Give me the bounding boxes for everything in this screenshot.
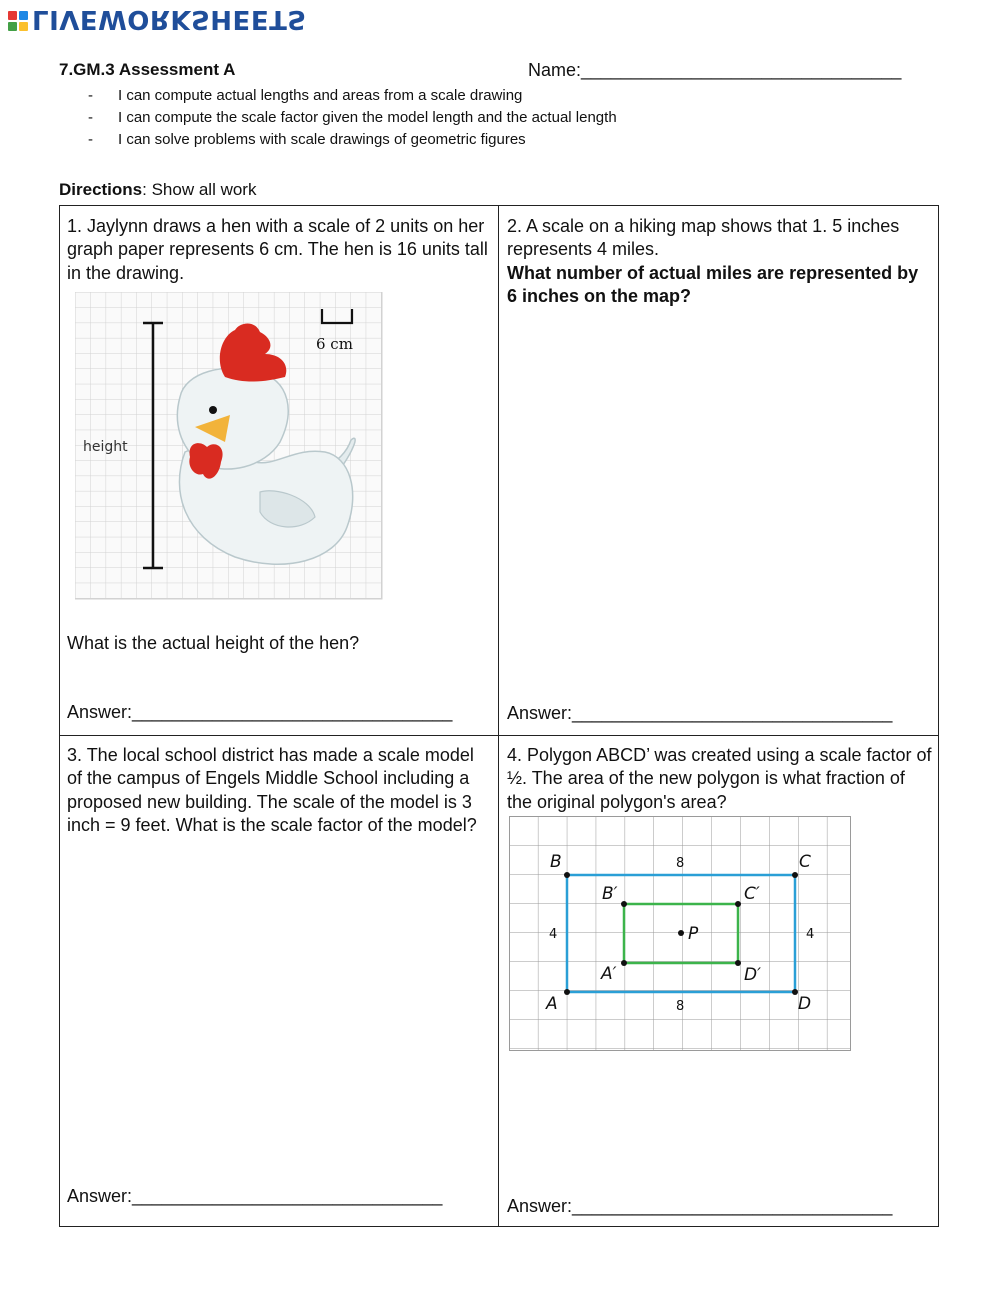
goal-item: - I can solve problems with scale drawings of geometric figures xyxy=(88,131,526,148)
center-p-label: P xyxy=(688,924,699,944)
question-3-text: 3. The local school district has made a scale model of the campus of Engels Middle School including a proposed new building. The scale of the model is 3 inch = 9 feet. What is the scale factor of the model? xyxy=(67,745,477,835)
polygon-figure xyxy=(509,816,854,1054)
bottom-side-label: 8 xyxy=(676,999,685,1014)
vertex-c-label: C xyxy=(799,852,811,872)
answer-2-field[interactable]: Answer:________________________________ xyxy=(507,703,893,723)
name-field[interactable]: Name:________________________________ xyxy=(528,60,902,80)
directions: Directions: Show all work xyxy=(59,180,257,199)
goal-item: - I can compute actual lengths and areas from a scale drawing xyxy=(88,87,523,104)
left-side-label: 4 xyxy=(549,927,558,942)
vertex-d-label: D xyxy=(798,994,812,1014)
vertex-c-prime-label: C′ xyxy=(744,884,760,904)
answer-4-field[interactable]: Answer:________________________________ xyxy=(507,1196,893,1216)
scale-label: 6 cm xyxy=(316,335,353,353)
question-4-text: 4. Polygon ABCD’ was created using a scale factor of ½. The area of the new polygon is what fraction of the original polygon's area? xyxy=(507,745,932,812)
logo-tiles-icon xyxy=(8,11,28,31)
right-side-label: 4 xyxy=(806,927,815,942)
vertex-b-prime-label: B′ xyxy=(602,884,618,904)
question-1-text: 1. Jaylynn draws a hen with a scale of 2 units on her graph paper represents 6 cm. The hen is 16 units tall in the drawing. xyxy=(67,216,488,283)
answer-3-field[interactable]: Answer:_______________________________ xyxy=(67,1186,443,1206)
assessment-title: 7.GM.3 Assessment A xyxy=(59,60,236,79)
vertex-d-prime-label: D′ xyxy=(744,965,761,985)
vertex-a-label: A xyxy=(546,994,558,1014)
height-label: height xyxy=(83,439,128,455)
liveworksheets-logo xyxy=(8,4,307,34)
top-side-label: 8 xyxy=(676,856,685,871)
question-2-text: 2. A scale on a hiking map shows that 1. 5 inches represents 4 miles. What number of actual miles are represented by 6 inches on the map? xyxy=(507,216,919,306)
table-divider xyxy=(59,735,939,736)
question-1-prompt: What is the actual height of the hen? xyxy=(67,633,360,653)
logo-text: LIVEWORKSHEETS xyxy=(32,4,307,34)
vertex-b-label: B xyxy=(550,852,562,872)
answer-1-field[interactable]: Answer:________________________________ xyxy=(67,702,453,722)
goal-item: - I can compute the scale factor given the model length and the actual length xyxy=(88,109,617,126)
vertex-a-prime-label: A′ xyxy=(601,964,617,984)
table-divider xyxy=(498,205,499,1227)
hen-figure xyxy=(75,292,385,602)
